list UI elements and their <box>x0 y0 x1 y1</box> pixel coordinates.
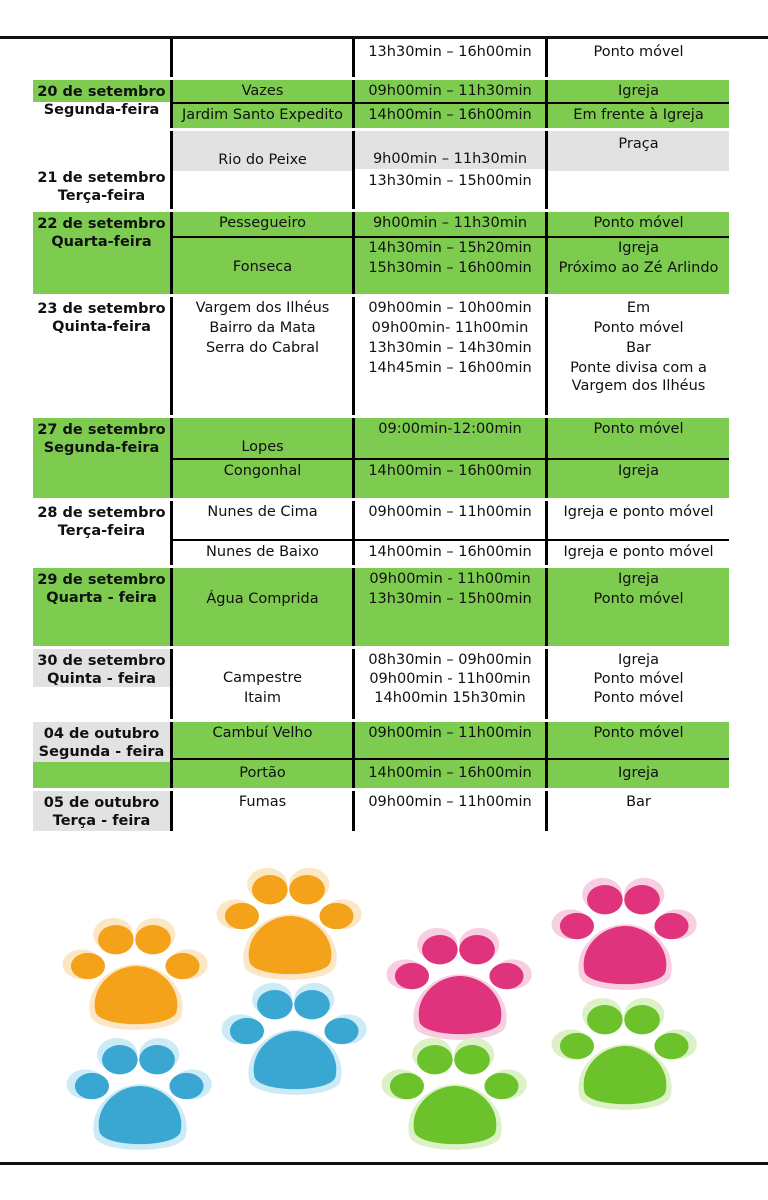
time-text: 09h00min – 10h00min <box>368 300 532 316</box>
meeting-point-cell <box>548 791 729 831</box>
location-text: Portão <box>239 765 286 781</box>
meeting-point-text: Igreja e ponto móvel <box>563 504 714 520</box>
location-cell <box>173 39 352 77</box>
time-cell <box>355 760 545 788</box>
time-text: 09h00min - 11h00min <box>369 571 531 587</box>
date-label: 05 de outubro <box>43 795 160 811</box>
location-text: Nunes de Baixo <box>206 544 319 560</box>
time-text: 14h00min 15h30min <box>374 690 526 706</box>
meeting-point-cell <box>548 131 729 209</box>
time-cell <box>355 460 545 498</box>
time-text: 08h30min – 09h00min <box>368 652 532 668</box>
time-text: 13h30min – 16h00min <box>368 44 532 60</box>
time-cell <box>355 501 545 539</box>
location-text: Rio do Peixe <box>218 152 307 168</box>
location-text: Itaim <box>243 690 281 706</box>
meeting-point-text: Igreja <box>618 463 659 479</box>
date-cell <box>33 568 170 646</box>
meeting-point-text: Ponto móvel <box>593 320 684 336</box>
meeting-point-cell <box>548 238 729 294</box>
time-text: 09h00min- 11h00min <box>371 320 529 336</box>
time-text: 09:00min-12:00min <box>378 421 522 437</box>
time-text: 13h30min – 15h00min <box>368 591 532 607</box>
meeting-point-text: Igreja <box>618 571 659 587</box>
location-cell <box>173 541 352 565</box>
meeting-point-text: Em <box>626 300 651 316</box>
time-cell <box>355 541 545 565</box>
meeting-point-text: Ponto móvel <box>593 671 684 687</box>
schedule-block <box>33 722 729 788</box>
meeting-point-cell <box>548 39 729 77</box>
location-text: Congonhal <box>223 463 302 479</box>
meeting-point-text: Em frente à Igreja <box>573 107 704 123</box>
date-cell <box>33 501 170 565</box>
meeting-point-text: Igreja <box>618 83 659 99</box>
meeting-point-text: Ponto móvel <box>593 591 684 607</box>
date-label: 29 de setembro <box>37 572 166 588</box>
location-cell <box>173 791 352 831</box>
schedule-block <box>33 791 729 831</box>
meeting-point-text: Igreja <box>618 765 659 781</box>
location-text: Serra do Cabral <box>205 340 320 356</box>
paw-blue-icon <box>222 983 367 1095</box>
paw-orange-icon <box>63 918 208 1030</box>
meeting-point-cell <box>548 212 729 236</box>
location-cell <box>173 568 352 646</box>
location-cell <box>173 238 352 294</box>
meeting-point-text: Ponto móvel <box>593 725 684 741</box>
meeting-point-text: Ponto móvel <box>593 215 684 231</box>
date-label: 20 de setembro <box>37 84 166 100</box>
weekday-label: Quarta-feira <box>51 234 152 250</box>
schedule-block <box>33 80 729 128</box>
location-text: Fumas <box>238 794 287 810</box>
meeting-point-text: Bar <box>626 794 651 810</box>
schedule-block <box>33 501 729 565</box>
date-cell <box>33 649 170 719</box>
location-text: Nunes de Cima <box>207 504 318 520</box>
location-text: Fonseca <box>232 259 293 275</box>
location-text: Cambuí Velho <box>212 725 313 741</box>
time-cell <box>355 131 545 209</box>
weekday-label: Segunda-feira <box>43 440 160 456</box>
schedule-block <box>33 297 729 415</box>
time-text: 09h00min – 11h30min <box>368 83 532 99</box>
location-cell <box>173 297 352 415</box>
location-text: Pessegueiro <box>218 215 307 231</box>
time-cell <box>355 104 545 128</box>
meeting-point-cell <box>548 418 729 458</box>
meeting-point-cell <box>548 541 729 565</box>
meeting-point-cell <box>548 501 729 539</box>
time-cell <box>355 791 545 831</box>
paw-prints-decoration <box>0 850 768 1150</box>
time-cell <box>355 568 545 646</box>
date-cell <box>33 39 170 77</box>
time-cell <box>355 649 545 719</box>
meeting-point-text: Bar <box>626 340 651 356</box>
weekday-label: Segunda-feira <box>43 102 160 118</box>
time-text: 13h30min – 14h30min <box>368 340 532 356</box>
paw-green-icon <box>552 998 697 1110</box>
time-text: 14h00min – 16h00min <box>368 765 532 781</box>
location-cell <box>173 212 352 236</box>
location-cell <box>173 418 352 458</box>
meeting-point-cell <box>548 460 729 498</box>
schedule-block <box>33 131 729 209</box>
time-text: 9h00min – 11h30min <box>372 151 528 167</box>
meeting-point-text: Ponto móvel <box>593 44 684 60</box>
date-cell <box>33 418 170 498</box>
meeting-point-cell <box>548 722 729 758</box>
time-text: 9h00min – 11h30min <box>372 215 528 231</box>
bottom-rule <box>0 1162 768 1165</box>
time-cell <box>355 722 545 758</box>
paw-orange-icon <box>217 868 362 980</box>
location-text: Lopes <box>241 439 284 455</box>
paw-blue-icon <box>67 1038 212 1150</box>
date-label: 27 de setembro <box>37 422 166 438</box>
weekday-label: Quinta-feira <box>52 319 151 335</box>
location-cell <box>173 722 352 758</box>
date-label: 30 de setembro <box>37 653 166 669</box>
time-text: 09h00min - 11h00min <box>369 671 531 687</box>
time-text: 14h00min – 16h00min <box>368 107 532 123</box>
meeting-point-text: Praça <box>618 136 659 152</box>
time-text: 13h30min – 15h00min <box>368 173 532 189</box>
location-cell <box>173 460 352 498</box>
meeting-point-cell <box>548 649 729 719</box>
time-text: 09h00min – 11h00min <box>368 725 532 741</box>
date-label: 22 de setembro <box>37 216 166 232</box>
meeting-point-text: Próximo ao Zé Arlindo <box>558 260 719 276</box>
date-label: 28 de setembro <box>37 505 166 521</box>
time-text: 14h00min – 16h00min <box>368 463 532 479</box>
meeting-point-cell <box>548 760 729 788</box>
time-text: 14h00min – 16h00min <box>368 544 532 560</box>
weekday-label: Terça-feira <box>57 188 146 204</box>
meeting-point-text: Ponte divisa com a Vargem dos Ilhéus <box>570 360 707 394</box>
time-text: 09h00min – 11h00min <box>368 794 532 810</box>
schedule-block <box>33 568 729 646</box>
date-cell <box>33 212 170 294</box>
location-text: Bairro da Mata <box>209 320 316 336</box>
time-text: 14h45min – 16h00min <box>368 360 532 376</box>
time-text: 14h30min – 15h20min <box>368 240 532 256</box>
weekday-label: Terça-feira <box>57 523 146 539</box>
location-text: Jardim Santo Expedito <box>182 107 343 123</box>
paw-green-icon <box>382 1038 527 1150</box>
time-text: 09h00min – 11h00min <box>368 504 532 520</box>
date-cell <box>33 80 170 128</box>
location-cell <box>173 760 352 788</box>
weekday-label: Terça - feira <box>52 813 151 829</box>
location-cell <box>173 104 352 128</box>
meeting-point-text: Igreja e ponto móvel <box>563 544 714 560</box>
meeting-point-text: Ponto móvel <box>593 690 684 706</box>
time-text: 15h30min – 16h00min <box>368 260 532 276</box>
date-label: 04 de outubro <box>43 726 160 742</box>
weekday-label: Quarta - feira <box>46 590 157 606</box>
time-cell <box>355 297 545 415</box>
location-cell <box>173 649 352 719</box>
location-text: Vazes <box>241 83 284 99</box>
time-cell <box>355 80 545 102</box>
date-cell <box>33 722 170 788</box>
schedule-block <box>33 212 729 294</box>
location-cell <box>173 131 352 209</box>
schedule-block <box>33 39 729 77</box>
time-cell <box>355 418 545 458</box>
location-text: Água Comprida <box>206 591 319 607</box>
meeting-point-text: Igreja <box>618 240 659 256</box>
date-cell <box>33 297 170 415</box>
location-cell <box>173 501 352 539</box>
schedule-block <box>33 418 729 498</box>
time-cell <box>355 212 545 236</box>
time-cell <box>355 238 545 294</box>
location-text: Vargem dos Ilhéus <box>195 300 330 316</box>
meeting-point-text: Ponto móvel <box>593 421 684 437</box>
date-cell <box>33 131 170 209</box>
paw-pink-icon <box>552 878 697 990</box>
meeting-point-cell <box>548 297 729 415</box>
meeting-point-cell <box>548 104 729 128</box>
meeting-point-cell <box>548 80 729 102</box>
location-cell <box>173 80 352 102</box>
paw-pink-icon <box>387 928 532 1040</box>
meeting-point-cell <box>548 568 729 646</box>
schedule-block <box>33 649 729 719</box>
date-label: 21 de setembro <box>37 170 166 186</box>
date-cell <box>33 791 170 831</box>
location-text: Campestre <box>222 670 303 686</box>
weekday-label: Quinta - feira <box>47 671 156 687</box>
weekday-label: Segunda - feira <box>38 744 165 760</box>
time-cell <box>355 39 545 77</box>
date-label: 23 de setembro <box>37 301 166 317</box>
meeting-point-text: Igreja <box>618 652 659 668</box>
